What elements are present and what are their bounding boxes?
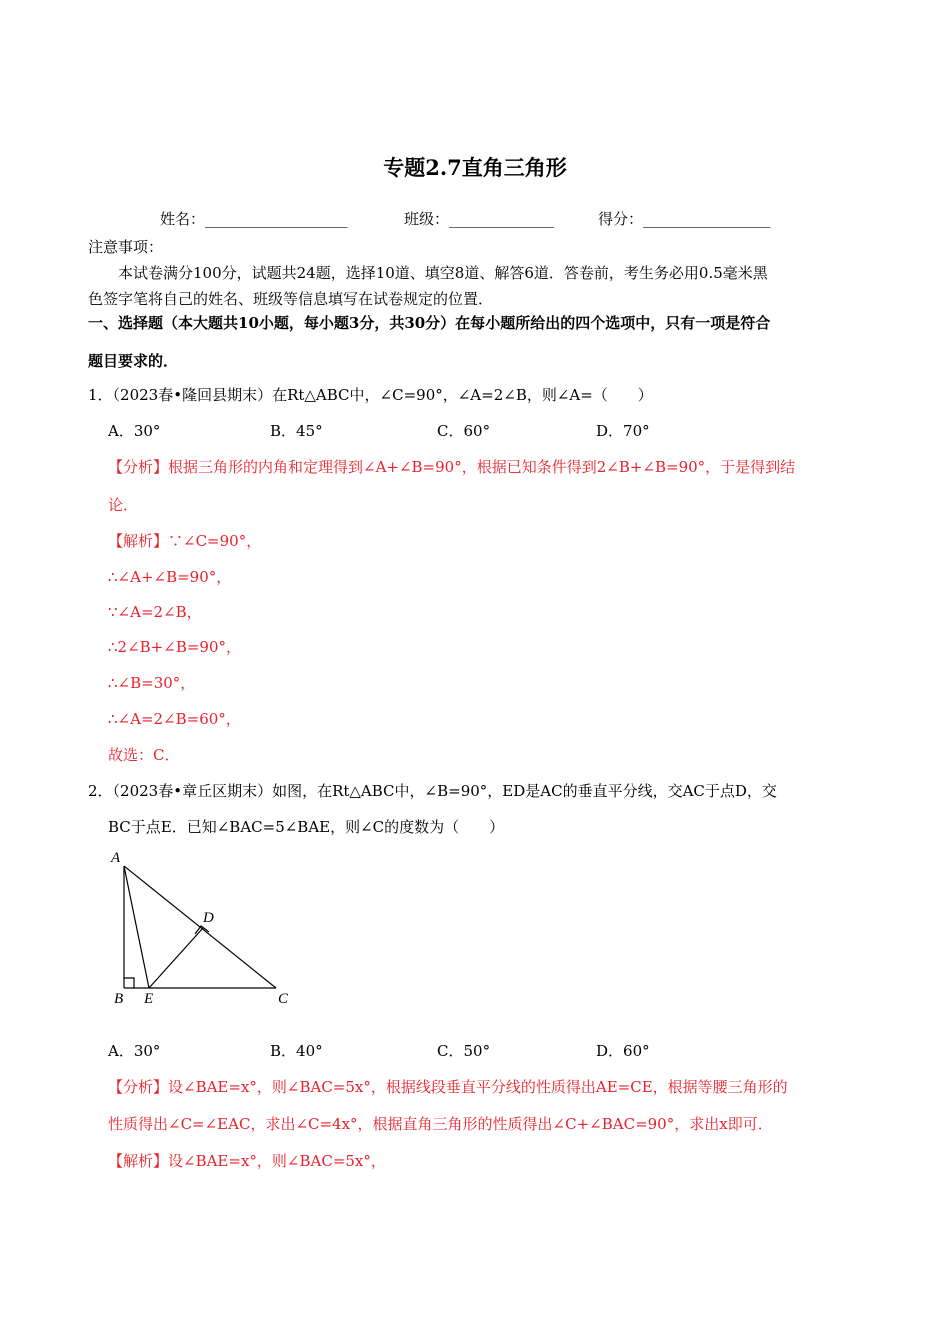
q1-option-a: A．30° [108, 422, 161, 440]
figure-label-b: B [114, 991, 124, 1007]
page-title: 专题2.7直角三角形 [383, 155, 567, 180]
q2-option-d: D．60° [596, 1042, 650, 1060]
q2-option-a: A．30° [108, 1042, 161, 1060]
figure-label-d: D [203, 910, 214, 926]
q1-solution-step: ∴∠B=30°， [108, 674, 196, 692]
q1-analysis-line-2: 论． [108, 496, 139, 514]
q1-solution-step: ∴∠A+∠B=90°， [108, 568, 232, 586]
figure-label-e: E [144, 991, 154, 1007]
name-field: 姓名：___________________ [160, 210, 348, 228]
q1-solution-step: ∴∠A=2∠B=60°， [108, 710, 241, 728]
q2-stem-line-2: BC于点E．已知∠BAC=5∠BAE，则∠C的度数为（ ） [108, 818, 505, 836]
class-field: 班级：______________ [404, 210, 555, 228]
q1-solution-step: ∵∠A=2∠B， [108, 603, 202, 621]
score-field: 得分：_________________ [598, 210, 771, 228]
q2-analysis-line-2: 性质得出∠C=∠EAC，求出∠C=4x°，根据直角三角形的性质得出∠C+∠BAC=90°，求出x即可． [108, 1115, 773, 1133]
section-heading-line-2: 题目要求的． [88, 352, 179, 370]
q2-stem-line-1: 2．（2023春•章丘区期末）如图，在Rt△ABC中，∠B=90°，ED是AC的垂直平分线，交AC于点D，交 [88, 782, 777, 800]
q1-answer: 故选：C． [108, 746, 180, 764]
notes-heading: 注意事项： [88, 238, 164, 256]
q1-analysis-line-1: 【分析】根据三角形的内角和定理得到∠A+∠B=90°，根据已知条件得到2∠B+∠B=90°，于是得到结 [108, 458, 796, 476]
notes-line-2: 色签字笔将自己的姓名、班级等信息填写在试卷规定的位置． [88, 290, 494, 308]
q1-solution-step: ∴2∠B+∠B=90°， [108, 638, 241, 656]
q1-option-b: B．45° [270, 422, 323, 440]
q2-option-b: B．40° [270, 1042, 323, 1060]
q1-solution-step: 【解析】∵∠C=90°， [108, 532, 262, 550]
q1-option-d: D．70° [596, 422, 650, 440]
q2-solution-line-1: 【解析】设∠BAE=x°，则∠BAC=5x°， [108, 1152, 386, 1170]
q2-option-c: C．50° [437, 1042, 491, 1060]
q2-triangle-figure [100, 846, 300, 1011]
q2-analysis-line-1: 【分析】设∠BAE=x°，则∠BAC=5x°，根据线段垂直平分线的性质得出AE=CE，根据等腰三角形的 [108, 1078, 788, 1096]
section-heading-line-1: 一、选择题（本大题共10小题，每小题3分，共30分）在每小题所给出的四个选项中，只有一项是符合 [88, 314, 771, 332]
q1-stem: 1．（2023春•隆回县期末）在Rt△ABC中，∠C=90°，∠A=2∠B，则∠A=（ ） [88, 386, 653, 404]
figure-label-c: C [278, 991, 289, 1007]
notes-line-1: 本试卷满分100分，试题共24题，选择10道、填空8道、解答6道．答卷前，考生务必用0.5毫米黑 [118, 264, 768, 282]
figure-label-a: A [111, 850, 121, 866]
q1-option-c: C．60° [437, 422, 491, 440]
